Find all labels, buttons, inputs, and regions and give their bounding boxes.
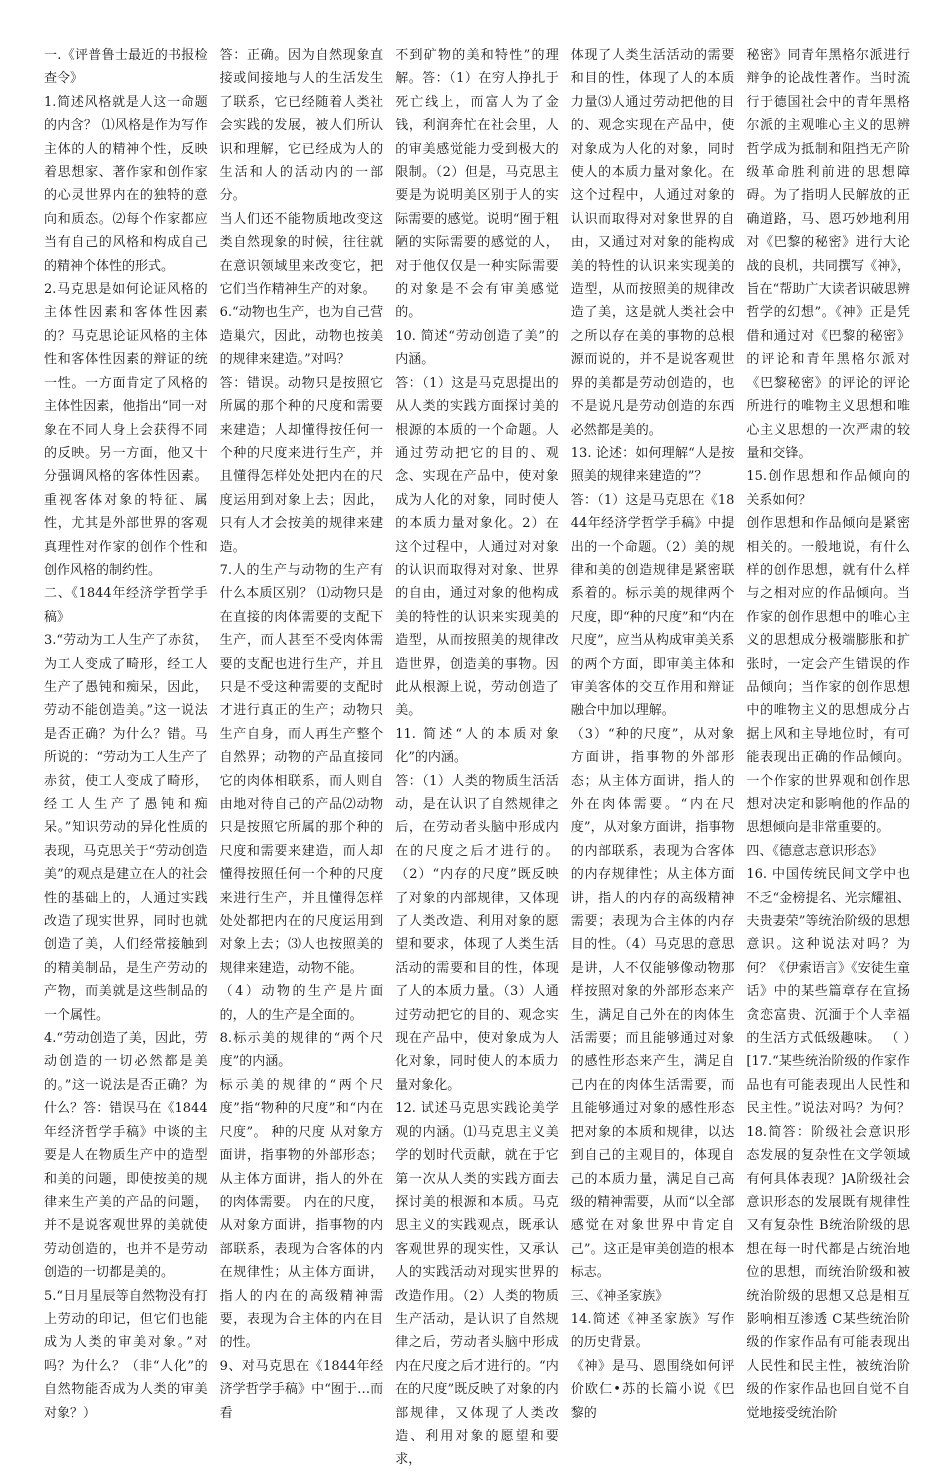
text-column-3 — [395, 44, 559, 1468]
question-9: 9、对马克思在《1844年经济学哲学手稿》中“囿于…而看 — [219, 1358, 384, 1421]
answer-14: 《神》是马、恩围绕如何评价欧仁•苏的长篇小说《巴黎的 — [570, 1358, 735, 1421]
question-13: 13. 论述：如何理解“人是按照美的规律来建造的”？ — [570, 445, 735, 485]
section-heading: 三、《神圣家族》 — [570, 1288, 669, 1304]
question-8: 8.标示美的规律的“两个尺度”的内涵。 — [219, 1031, 384, 1070]
document-page — [44, 44, 910, 1468]
answer-14-continued: 秘密》同青年黑格尔派进行辩争的论战性著作。当时流行于德国社会中的青年黑格尔派的主观唯心主义的思辨哲学成为抵制和阻挡无产阶级革命胜利前进的思想障碍。为了指明人民解放的正确道路，马、恩巧妙地利用对《巴黎的秘密》进行大论战的良机，共同撰写《神》，旨在“帮助广大读者识破思辨哲学的幻想”。《神》正是凭借和通过对《巴黎的秘密》的评论和青年黑格尔派对《巴黎秘密》的评论的评论所进行的唯物主义思想和唯心主义思想的一次严肃的较量和交锋。 — [746, 48, 910, 461]
text-column-1 — [44, 44, 208, 1421]
question-6: 6.“动物也生产，也为自己营造巢穴，因此，动物也按美的规律来建造。”对吗？ — [219, 305, 384, 368]
answer-13: 答：（1）这是马克思在《1844年经济学哲学手稿》中提出的一个命题。（2）美的规律和美的创造规律是紧密联系着的。标示美的规律两个尺度，即“种的尺度”和“内在尺度”，应当从构成审美关系的两个方面，即审美主体和审美客体的交互作用和辩证融合中加以理解。 — [570, 492, 735, 719]
answer-8: 标示美的规律的“两个尺度”指“物种的尺度”和“内在尺度”。 种的尺度 从对象方面讲，指事物的外部形态；从主体方面讲，指人的外在的肉体需要。 内在的尺度，从对象方面讲，指事物的内部联系，表现为合客体的内在规律性；从主体方面讲，指人的内在的高级精神需要，表现为合主体的内在目的性。 — [219, 1077, 384, 1351]
question-7: 7.人的生产与动物的生产有什么本质区别？ ⑴动物只是在直接的肉体需要的支配下生产，而人甚至不受肉体需要的支配也进行生产，并且只是不受这种需要的支配时才进行真正的生产；动物只生产自身，而人再生产整个自然界；动物的产品直接同它的肉体相联系，而人则自由地对待自己的产品⑵动物只是按照它所属的那个种的尺度和需要来建造，而人却懂得按照任何一个种的尺度来进行生产，并且懂得怎样处处都把内在的尺度运用到对象上去；⑶人也按照美的规律来建造，动物不能。 — [219, 562, 384, 976]
answer-12-continued: 体现了人类生活活动的需要和目的性，体现了人的本质力量⑶人通过劳动把他的目的、观念实现在产品中，使对象成为人化的对象，同时使人的本质力量对象化。在这个过程中，人通过对象的认识而取得对对象世界的自由，又通过对对象的能构成美的特性的认识来实现美的造型，从而按照美的规律改造了美，这是就人类社会中之所以存在美的事物的总根源而说的，并不是说客观世界的美都是劳动创造的，也不是说凡是劳动创造的东西必然都是美的。 — [570, 48, 735, 438]
answer-7-point-4: （4）动物的生产是片面的，人的生产是全面的。 — [219, 984, 384, 1023]
section-heading: 二、《1844年经济学哲学手稿》 — [44, 586, 208, 625]
text-column-4 — [570, 44, 735, 1421]
question-12: 12. 试述马克思实践论美学观的内涵。⑴马克思主义美学的划时代贡献，就在于它第一次从人类的实践方面去探讨美的根源和本质。马克思主义的实践观点，既承认客观世界的现实性，又承认人的实践活动对现实世界的改造作用。（2）人类的物质生产活动，是认识了自然规律之后，劳动者头脑中形成内在尺度之后才进行的。“内在的尺度”既反映了对象的内部规律，又体现了人类改造、利用对象的愿望和要求， — [395, 1101, 559, 1468]
question-2: 2.马克思是如何论证风格的主体性因素和客体性因素的？马克思论证风格的主体性和客体性因素的辩证的统一性。一方面肯定了风格的主体性因素，他指出“同一对象在不同人身上会获得不同的反映。另一方面，他又十分强调风格的客体性因素。重视客体对象的特征、属性，尤其是外部世界的客观真理性对作家的创作个性和创作风格的制约性。 — [44, 282, 208, 578]
answer-9: 不到矿物的美和特性”的理解。答：（1）在穷人挣扎于死亡线上，而富人为了金钱，利润奔忙在社会里，人的审美感觉能力受到极大的限制。（2）但是，马克思主要是为说明美区别于人的实际需要的感觉。说明“囿于粗陋的实际需要的感觉的人，对于他仅仅是一种实际需要的对象是不会有审美感觉的。 — [395, 48, 559, 321]
question-10: 10. 简述“劳动创造了美”的内涵。 — [395, 328, 559, 368]
answer-10: 答：（1）这是马克思提出的从人类的实践方面探讨美的根源的本质的一个命题。人通过劳动把它的目的、观念、实现在产品中，使对象成为人化的对象，同时使人的本质力量对象化。2）在这个过程中，人通过对对象的认识而取得对对象、世界的自由，通过对象的他构成美的特性的认识来实现美的造型，从而按照美的规律改造世界，创造美的事物。因此从根源上说，劳动创造了美。 — [395, 375, 559, 719]
question-3: 3.“劳动为工人生产了赤贫，为工人变成了畸形，经工人生产了愚钝和痴呆，因此，劳动不能创造美。”这一说法是否正确？为什么？错。马所说的：“劳动为工人生产了赤贫，使工人变成了畸形，经工人生产了愚钝和痴呆。”知识劳动的异化性质的表现，马克思关于“劳动创造美”的观点是建立在人的社会性的基础上的，人通过实践改造了现实世界，同时也就创造了美，人们经常接触到的精美制品，是生产劳动的产物，而美就是这些制品的一个属性。 — [44, 633, 208, 1023]
answer-5-continued: 当人们还不能物质地改变这类自然现象的时候，往往就在意识领域里来改变它，把它们当作精神生产的对象。 — [219, 211, 384, 298]
text-column-5 — [746, 44, 910, 1421]
section-heading: 一.《评普鲁士最近的书报检查令》 — [44, 48, 208, 87]
answer-15: 创作思想和作品倾向是紧密相关的。一般地说，有什么样的创作思想，就有什么样与之相对应的作品倾向。当作家的创作思想中的唯心主义的思想成分极端膨胀和扩张时，一定会产生错误的作品倾向；当作家的创作思想中的唯物主义的思想成分占据上风和主导地位时，有可能表现出正确的作品倾向。一个作家的世界观和创作思想对决定和影响他的作品的思想倾向是非常重要的。 — [746, 516, 910, 836]
question-4: 4.“劳动创造了美，因此，劳动创造的一切必然都是美的。”这一说法是否正确？为什么？答：错误马在《1844年经济哲学手稿》中谈的主要是人在物质生产中的造型和美的问题，即使按美的规律来生产美的产品的问题，并不是说客观世界的美就使劳动创造的，也并不是劳动创造的一切都是美的。 — [44, 1031, 208, 1281]
question-5: 5.“日月星辰等自然物没有打上劳动的印记，但它们也能成为人类的审美对象。”对吗？为什么？（非“人化”的自然物能否成为人类的审美对象？） — [44, 1288, 208, 1421]
answer-5: 答：正确。因为自然现象直接或间接地与人的生活发生了联系，它已经随着人类社会实践的发展，被人们所认识和理解，它已经成为人的生活和人的活动内的一部分。 — [219, 48, 384, 204]
text-column-2 — [219, 44, 384, 1421]
question-1: 1.简述风格就是人这一命题的内含？ ⑴风格是作为写作主体的人的精神个性，反映着思想家、著作家和创作家的心灵世界内在的独特的意向和质态。⑵每个作家都应当有自己的风格和构成自己的精神个体性的形式。 — [44, 94, 208, 274]
question-11: 11. 简述“人的本质对象化”的内涵。 — [395, 726, 559, 766]
section-heading: 四、《德意志意识形态》 — [746, 843, 883, 859]
answer-6: 答：错误。动物只是按照它所属的那个种的尺度和需要来建造；人却懂得按任何一个种的尺度来进行生产，并且懂得怎样处处把内在的尺度运用到对象上去；因此，只有人才会按美的规律来建造。 — [219, 375, 384, 555]
answer-13-continued: （3）“种的尺度”，从对象方面讲，指事物的外部形态；从主体方面讲，指人的外在肉体需要。“内在尺度”，从对象方面讲，指事物的内部联系，表现为合客体的内存规律性；从主体方面讲，指人的内存的高级精神需要；表现为合主体的内存目的性。（4）马克思的意思是讲，人不仅能够像动物那样按照对象的外部形态来产生，满足自己外在的肉体生活需要；而且能够通过对象的感性形态来产生，满足自己内在的肉体生活需要，而且能够通过对象的感性形态把对象的本质和规律，以达到自己的主观目的，体现自己的本质力量，满足自己高级的精神需要，从而“以全部感觉在对象世界中肯定自己”。这正是审美创造的根本标志。 — [570, 726, 735, 1281]
answer-11: 答：（1）人类的物质生活活动，是在认识了自然规律之后，在劳动者头脑中形成内在的尺度之后才进行的。（2）“内存的尺度”既反映了对象的内部规律，又体现了人类改造、利用对象的愿望和要求，体现了人类生活活动的需要和目的性，体现了人的本质力量。（3）人通过劳动把它的目的、观念实现在产品中，使对象成为人化对象，同时使人的本质力量对象化。 — [395, 773, 559, 1093]
questions-16-18: 16. 中国传统民间文学中也不乏“金榜提名、光宗耀祖、夫贵妻荣”等统治阶级的思想意识。这种说法对吗？为何？《伊索语言》《安徒生童话》中的某些篇章存在宣扬贪恋富贵、沉湎于个人幸福的生活方式低级趣味。 （ ）[17.“某些统治阶级的作家作品也有可能表现出人民性和民主性。”说法对吗？为何？ 18.简答：阶级社会意识形态发展的复杂性在文学领域有何具体表现？]A阶级社会意识形态的发展既有规律性又有复杂性 B统治阶级的思想在每一时代都是占统治地位的思想，而统治阶级和被统治阶级的思想又总是相互影响相互渗透 C某些统治阶级的作家作品有可能表现出人民性和民主性，被统治阶级的作家作品也回自觉不自觉地接受统治阶 — [746, 867, 910, 1421]
question-14: 14.简述《神圣家族》写作的历史背景。 — [570, 1311, 735, 1351]
question-15: 15.创作思想和作品倾向的关系如何？ — [746, 469, 910, 508]
